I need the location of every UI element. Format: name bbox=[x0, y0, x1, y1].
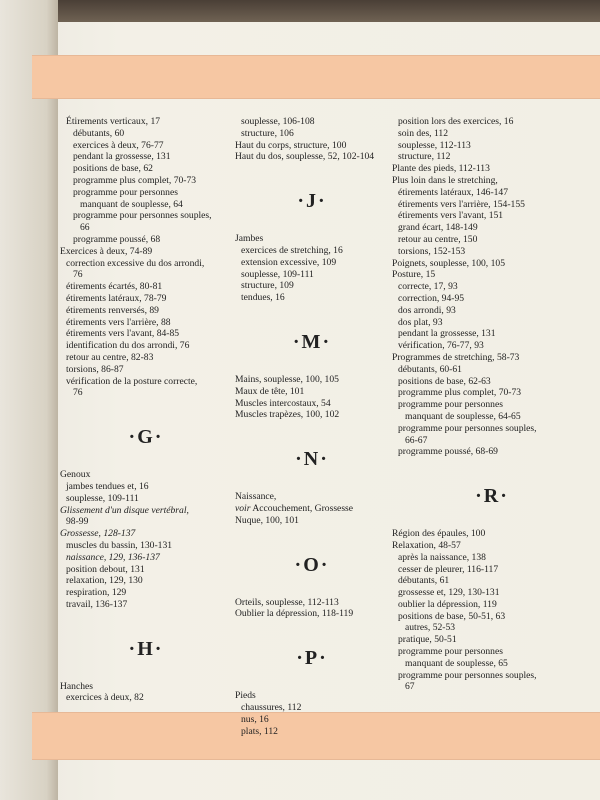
index-group-m bbox=[235, 374, 389, 421]
index-entry: torsions, 86-87 bbox=[66, 363, 124, 375]
index-entry: souplesse, 109-111 bbox=[66, 492, 139, 504]
index-entry: étirements latéraux, 146-147 bbox=[398, 186, 509, 198]
index-entry: 76 bbox=[73, 387, 83, 399]
index-entry: Hanches bbox=[60, 680, 94, 692]
index-entry: Muscles intercostaux, 54 bbox=[235, 397, 331, 409]
index-entry: étirements vers l'arrière, 88 bbox=[66, 316, 171, 328]
index-entry: extension excessive, 109 bbox=[241, 256, 337, 268]
see-also-target: Accouchement, Grossesse bbox=[250, 502, 354, 514]
index-entry: plats, 112 bbox=[241, 725, 278, 737]
index-entry: Naissance, bbox=[235, 491, 277, 503]
index-entry: Oublier la dépression, 118-119 bbox=[235, 608, 354, 620]
index-entry: pendant la grossesse, 131 bbox=[398, 328, 496, 340]
index-entry: étirements renversés, 89 bbox=[66, 304, 159, 316]
index-group-p bbox=[235, 690, 389, 737]
index-group-h bbox=[60, 681, 232, 705]
index-entry: correction excessive du dos arrondi, bbox=[66, 257, 205, 269]
section-letter-m: ·M· bbox=[292, 330, 332, 353]
index-entry: programme poussé, 68-69 bbox=[398, 446, 498, 458]
index-entry: programme pour personnes souples, bbox=[398, 669, 537, 681]
index-entry: positions de base, 62-63 bbox=[398, 375, 491, 387]
index-entry: débutants, 60 bbox=[73, 127, 125, 139]
section-letter-g: ·G· bbox=[128, 426, 164, 449]
index-entry: programme plus complet, 70-73 bbox=[73, 174, 197, 186]
index-entry: cesser de pleurer, 116-117 bbox=[398, 563, 499, 575]
index-entry: programme pour personnes souples, bbox=[73, 210, 212, 222]
index-entry: grossesse et, 129, 130-131 bbox=[398, 587, 500, 599]
index-entry: exercices à deux, 82 bbox=[66, 692, 144, 704]
index-group-p-cont bbox=[392, 116, 592, 458]
index-entry: exercices à deux, 76-77 bbox=[73, 139, 164, 151]
index-entry: Étirements verticaux, 17 bbox=[66, 116, 161, 127]
index-entry: 67 bbox=[405, 681, 415, 693]
index-group-o bbox=[235, 597, 389, 621]
section-letter-o: ·O· bbox=[294, 553, 330, 576]
index-entry: correction, 94-95 bbox=[398, 292, 465, 304]
index-group-e bbox=[60, 116, 232, 399]
index-entry: Posture, 15 bbox=[392, 269, 436, 281]
index-entry: étirements latéraux, 78-79 bbox=[66, 292, 167, 304]
index-entry: jambes tendues et, 16 bbox=[66, 480, 149, 492]
index-entry: Grossesse, 128-137 bbox=[60, 528, 136, 540]
index-entry: grand écart, 148-149 bbox=[398, 222, 478, 234]
index-entry: Poignets, souplesse, 100, 105 bbox=[392, 257, 505, 269]
index-column-3 bbox=[392, 116, 592, 693]
index-entry: position debout, 131 bbox=[66, 563, 145, 575]
index-entry: vérification, 76-77, 93 bbox=[398, 340, 484, 352]
index-entry: pratique, 50-51 bbox=[398, 634, 457, 646]
left-page-edge bbox=[0, 0, 58, 800]
index-entry: 66-67 bbox=[405, 434, 428, 446]
index-entry: position lors des exercices, 16 bbox=[398, 116, 514, 127]
index-entry: programme poussé, 68 bbox=[73, 233, 161, 245]
index-entry: souplesse, 106-108 bbox=[241, 116, 315, 127]
index-entry: souplesse, 109-111 bbox=[241, 268, 314, 280]
index-group-j bbox=[235, 233, 389, 304]
index-entry: Genoux bbox=[60, 469, 91, 481]
index-entry: Haut du corps, structure, 100 bbox=[235, 139, 347, 151]
index-entry: débutants, 61 bbox=[398, 575, 450, 587]
index-entry: structure, 106 bbox=[241, 127, 294, 139]
index-entry: Région des épaules, 100 bbox=[392, 528, 486, 540]
index-entry: Glissement d'un disque vertébral, bbox=[60, 504, 189, 516]
index-entry: correcte, 17, 93 bbox=[398, 281, 458, 293]
index-entry: Plante des pieds, 112-113 bbox=[392, 163, 490, 175]
index-entry: Programmes de stretching, 58-73 bbox=[392, 351, 520, 363]
index-entry: identification du dos arrondi, 76 bbox=[66, 340, 190, 352]
index-entry: chaussures, 112 bbox=[241, 701, 302, 713]
index-entry: naissance, 129, 136-137 bbox=[66, 551, 160, 563]
index-entry: Pieds bbox=[235, 690, 256, 702]
index-entry: tendues, 16 bbox=[241, 292, 285, 304]
index-entry: Maux de tête, 101 bbox=[235, 385, 305, 397]
section-letter-p: ·P· bbox=[296, 647, 328, 670]
index-entry: pendant la grossesse, 131 bbox=[73, 151, 171, 163]
index-entry: Nuque, 100, 101 bbox=[235, 514, 299, 526]
index-group-g bbox=[60, 469, 232, 611]
index-entry: 76 bbox=[73, 269, 83, 281]
index-entry: Exercices à deux, 74-89 bbox=[60, 245, 153, 257]
index-entry: oublier la dépression, 119 bbox=[398, 598, 497, 610]
index-entry: Relaxation, 48-57 bbox=[392, 539, 461, 551]
index-entry: étirements vers l'arrière, 154-155 bbox=[398, 198, 525, 210]
section-letter-n: ·N· bbox=[295, 448, 329, 471]
index-column-2 bbox=[235, 116, 389, 737]
section-letter-r: ·R· bbox=[475, 485, 509, 508]
index-entry: retour au centre, 82-83 bbox=[66, 351, 154, 363]
index-group-n bbox=[235, 491, 389, 526]
index-entry: soin des, 112 bbox=[398, 127, 449, 139]
index-entry: étirements vers l'avant, 84-85 bbox=[66, 328, 180, 340]
index-entry: Mains, souplesse, 100, 105 bbox=[235, 373, 339, 385]
index-entry: structure, 109 bbox=[241, 280, 294, 292]
index-entry: manquant de souplesse, 64 bbox=[80, 198, 183, 210]
index-entry: Muscles trapèzes, 100, 102 bbox=[235, 409, 340, 421]
background-edge bbox=[0, 0, 600, 22]
index-entry: programme pour personnes souples, bbox=[398, 422, 537, 434]
index-entry: programme pour personnes bbox=[73, 186, 178, 198]
index-entry: nus, 16 bbox=[241, 713, 269, 725]
index-entry: dos arrondi, 93 bbox=[398, 304, 456, 316]
index-entry: après la naissance, 138 bbox=[398, 551, 486, 563]
index-entry: structure, 112 bbox=[398, 151, 451, 163]
section-letter-h: ·H· bbox=[128, 637, 164, 660]
index-entry: travail, 136-137 bbox=[66, 598, 128, 610]
index-entry: étirements vers l'avant, 151 bbox=[398, 210, 504, 222]
index-entry: autres, 52-53 bbox=[405, 622, 456, 634]
index-entry: débutants, 60-61 bbox=[398, 363, 462, 375]
index-entry: étirements écartés, 80-81 bbox=[66, 281, 163, 293]
section-letter-j: ·J· bbox=[297, 190, 327, 213]
index-entry: programme pour personnes bbox=[398, 399, 503, 411]
index-entry: relaxation, 129, 130 bbox=[66, 575, 143, 587]
index-entry: manquant de souplesse, 65 bbox=[405, 657, 508, 669]
index-group-h-cont bbox=[235, 116, 389, 163]
index-entry: Haut du dos, souplesse, 52, 102-104 bbox=[235, 151, 375, 163]
see-also-word: voir bbox=[235, 502, 251, 514]
index-entry: 66 bbox=[80, 222, 90, 234]
index-entry: respiration, 129 bbox=[66, 587, 127, 599]
index-entry: programme plus complet, 70-73 bbox=[398, 387, 522, 399]
index-entry: retour au centre, 150 bbox=[398, 233, 478, 245]
index-entry: muscles du bassin, 130-131 bbox=[66, 539, 173, 551]
index-entry: souplesse, 112-113 bbox=[398, 139, 471, 151]
index-entry: Orteils, souplesse, 112-113 bbox=[235, 596, 339, 608]
index-entry: torsions, 152-153 bbox=[398, 245, 466, 257]
index-entry: vérification de la posture correcte, bbox=[66, 375, 198, 387]
index-entry: Plus loin dans le stretching, bbox=[392, 174, 498, 186]
index-entry bbox=[235, 503, 389, 515]
index-entry: positions de base, 62 bbox=[73, 163, 153, 175]
index-entry: programme pour personnes bbox=[398, 646, 503, 658]
index-column-1 bbox=[60, 116, 232, 704]
index-entry: Jambes bbox=[235, 233, 264, 245]
index-entry: dos plat, 93 bbox=[398, 316, 443, 328]
index-entry: positions de base, 50-51, 63 bbox=[398, 610, 506, 622]
index-entry: manquant de souplesse, 64-65 bbox=[405, 410, 521, 422]
index-entry: 98-99 bbox=[66, 516, 89, 528]
top-color-band bbox=[32, 55, 600, 99]
index-group-r bbox=[392, 528, 592, 693]
index-entry: exercices de stretching, 16 bbox=[241, 244, 343, 256]
